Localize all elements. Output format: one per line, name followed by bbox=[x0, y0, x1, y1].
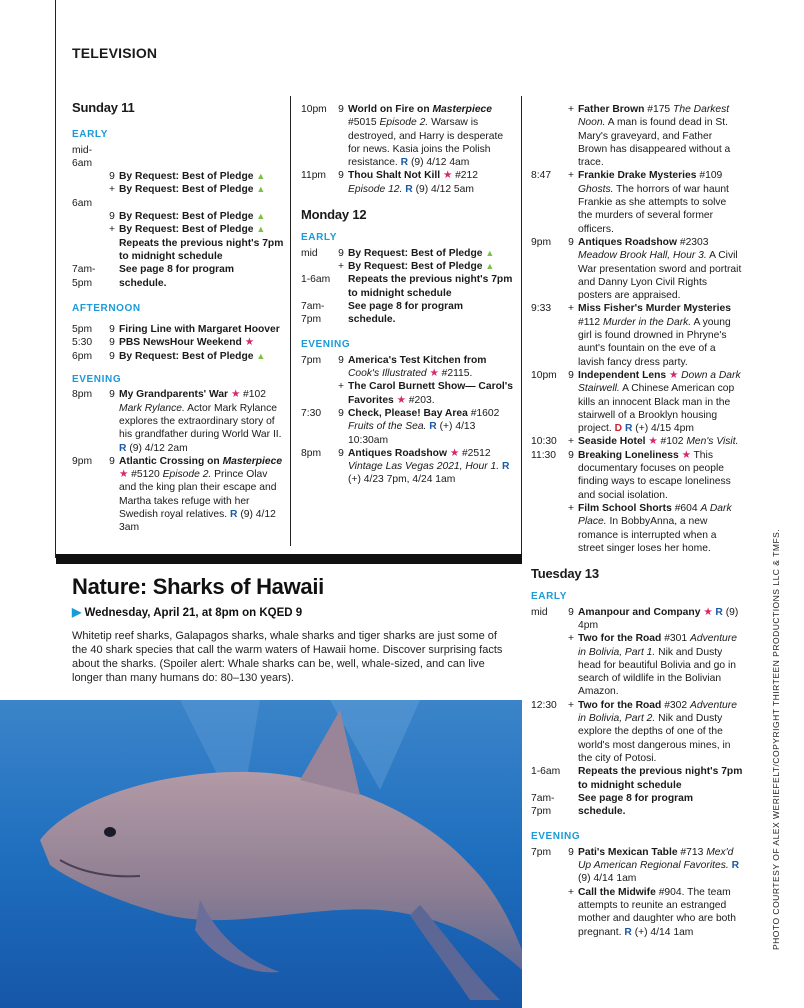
episode-number: #203. bbox=[408, 394, 435, 406]
listing-entry[interactable] bbox=[72, 323, 284, 336]
episode-number: #109 bbox=[699, 170, 723, 182]
listing-channel: + bbox=[567, 633, 574, 645]
left-rule bbox=[55, 0, 56, 558]
episode-description: A Chinese American cop kills an innocent Black man in the stairwell of a Brooklyn housing project. bbox=[578, 383, 735, 435]
listing-entry[interactable] bbox=[531, 502, 743, 555]
listing-details bbox=[578, 846, 743, 886]
listing-title: Repeats the previous night's 7pm to midnight schedule bbox=[578, 766, 743, 791]
episode-number: #1602 bbox=[470, 407, 500, 419]
episode-description: Actor Mark Rylance explores the extraordinary story of his grandfather during World War II. bbox=[119, 402, 282, 441]
section-header: TELEVISION bbox=[72, 45, 158, 61]
listing-channel: + bbox=[567, 170, 574, 182]
episode-description: The horrors of war haunt Frankie as she attempts to solve the murders of several former officers. bbox=[578, 183, 729, 235]
listing-entry[interactable] bbox=[72, 170, 284, 183]
listing-title: Check, Please! Bay Area bbox=[348, 407, 468, 419]
episode-description: This documentary focuses on people finding ways to escape loneliness and social isolation. bbox=[578, 449, 731, 501]
episode-description: The team attempts to reunite an estranged mother and daughter who are both pregnant. bbox=[578, 886, 736, 938]
listing-details bbox=[348, 273, 513, 300]
episode-description: A man is found dead in St. Mary's graveyard, and Father Brown has disappeared without a trace. bbox=[578, 117, 731, 169]
listing-title: See page 8 for program schedule. bbox=[119, 264, 235, 289]
listing-channel: 9 bbox=[109, 324, 115, 336]
listing-details bbox=[578, 632, 743, 698]
play-arrow-icon: ▶ bbox=[72, 605, 82, 619]
listing-title: By Request: Best of Pledge bbox=[348, 247, 483, 259]
listing-details bbox=[578, 169, 743, 235]
episode-title: Vintage Las Vegas 2021, Hour 1. bbox=[348, 461, 500, 473]
episode-title: Down a Dark Stairwell. bbox=[578, 369, 741, 395]
listing-title: World on Fire on bbox=[348, 104, 430, 115]
listing-entry[interactable] bbox=[72, 350, 284, 363]
episode-number: #5120 bbox=[131, 469, 160, 481]
listing-title: Two for the Road bbox=[578, 633, 662, 645]
pledge-triangle-icon: ▲ bbox=[256, 184, 266, 195]
listing-time: 6pm bbox=[72, 350, 93, 362]
listing-entry[interactable] bbox=[531, 699, 743, 765]
listing-entry[interactable] bbox=[531, 103, 743, 169]
listing-details bbox=[578, 699, 743, 765]
listing-channel: + bbox=[567, 104, 574, 115]
repeat-times: (+) 4/15 4pm bbox=[635, 423, 694, 435]
listing-title: Father Brown bbox=[578, 104, 645, 115]
listing-time: 7am-7pm bbox=[531, 792, 555, 818]
repeat-badge: R bbox=[405, 183, 413, 195]
listing-title: See page 8 for program schedule. bbox=[578, 792, 694, 818]
shark-illustration bbox=[0, 700, 522, 1008]
listing-title: America's Test Kitchen from bbox=[348, 354, 487, 366]
listing-time: 11pm bbox=[301, 170, 326, 182]
listing-details bbox=[578, 435, 743, 448]
new-star-icon: ★ bbox=[703, 606, 713, 618]
listing-title: Atlantic Crossing on bbox=[119, 455, 220, 467]
column-divider-1 bbox=[290, 96, 291, 546]
pledge-triangle-icon: ▲ bbox=[485, 247, 495, 258]
repeat-badge: R bbox=[624, 926, 632, 938]
listing-details bbox=[119, 263, 284, 290]
early-heading: EARLY bbox=[72, 129, 108, 141]
listing-entry[interactable] bbox=[531, 449, 743, 502]
listing-details bbox=[119, 170, 284, 183]
repeat-times: (9) 4/14 1am bbox=[578, 873, 637, 885]
listing-title: The Carol Burnett Show— Carol's Favorites bbox=[348, 381, 513, 406]
listing-entry[interactable] bbox=[72, 388, 284, 454]
repeat-badge: R bbox=[715, 606, 723, 618]
day-heading: Monday 12 bbox=[301, 207, 367, 223]
listing-channel: 9 bbox=[338, 447, 344, 459]
listing-entry[interactable] bbox=[301, 247, 513, 260]
evening-heading: EVENING bbox=[301, 339, 351, 351]
listing-details bbox=[578, 103, 743, 169]
listing-channel: 9 bbox=[109, 337, 115, 349]
column-sunday bbox=[72, 101, 284, 535]
listing-details bbox=[348, 247, 513, 260]
listing-details bbox=[578, 765, 743, 792]
listing-time: 7am-7pm bbox=[301, 300, 325, 326]
listing-time: 9pm bbox=[531, 236, 552, 248]
episode-number: #713 bbox=[680, 846, 704, 858]
episode-title: Mark Rylance. bbox=[119, 402, 185, 414]
repeat-times: (+) 4/14 1am bbox=[634, 926, 694, 938]
feature-airing-text: Wednesday, April 21, at 8pm on KQED 9 bbox=[84, 607, 303, 619]
listing-entry[interactable] bbox=[72, 263, 284, 290]
listing-title: My Grandparents' War bbox=[119, 389, 229, 401]
pledge-triangle-icon: ▲ bbox=[256, 350, 266, 361]
listing-details bbox=[348, 447, 513, 487]
listing-channel: + bbox=[108, 184, 115, 196]
listing-channel: 9 bbox=[568, 606, 574, 618]
episode-number: #212 bbox=[455, 170, 478, 182]
listing-title: Antiques Roadshow bbox=[578, 236, 677, 248]
listing-title: Breaking Loneliness bbox=[578, 449, 679, 461]
listing-time: 7am-5pm bbox=[72, 264, 96, 289]
listing-details bbox=[578, 886, 743, 939]
episode-description: Warsaw is destroyed, and Harry is desperate for news. Kasia joins the Polish resistance. bbox=[348, 117, 504, 169]
episode-title: Episode 2. bbox=[162, 469, 212, 481]
new-star-icon: ★ bbox=[681, 449, 691, 461]
episode-number: #175 bbox=[647, 104, 671, 115]
episode-title: Fruits of the Sea. bbox=[348, 421, 427, 433]
repeat-badge: R bbox=[731, 860, 740, 872]
listing-channel: + bbox=[337, 381, 344, 393]
episode-title: Murder in the Dark. bbox=[603, 316, 692, 328]
column-monday bbox=[301, 103, 513, 487]
listing-title: By Request: Best of Pledge bbox=[119, 184, 254, 196]
listing-title: Amanpour and Company bbox=[578, 606, 701, 618]
early-heading: EARLY bbox=[301, 232, 337, 244]
listing-entry[interactable] bbox=[531, 765, 743, 792]
listing-details bbox=[348, 354, 513, 381]
listing-title: Independent Lens bbox=[578, 369, 667, 381]
listing-time: 9:33 bbox=[531, 303, 552, 315]
listing-time: 10pm bbox=[301, 104, 327, 115]
listing-entry[interactable] bbox=[301, 447, 513, 487]
listing-channel: + bbox=[567, 303, 574, 315]
listing-time: 8pm bbox=[301, 447, 322, 459]
episode-description: In BobbyAnna, a new romance is interrupted when a street singer loses her home. bbox=[578, 516, 717, 554]
repeat-times: (9) 4/12 3am bbox=[119, 509, 276, 534]
listing-title: Frankie Drake Mysteries bbox=[578, 170, 697, 182]
day-heading: Sunday 11 bbox=[72, 100, 135, 115]
listing-details bbox=[578, 502, 743, 555]
listing-time: 10pm bbox=[531, 369, 557, 381]
listing-title-italic: Masterpiece bbox=[222, 455, 283, 467]
listing-channel: + bbox=[567, 436, 574, 448]
listing-channel: 9 bbox=[338, 247, 344, 259]
listing-title: Two for the Road bbox=[578, 699, 662, 711]
listing-time: 1-6am bbox=[301, 274, 331, 286]
listing-title: By Request: Best of Pledge bbox=[119, 171, 254, 183]
listing-channel: 9 bbox=[338, 354, 344, 366]
listing-time: 1-6am bbox=[531, 766, 561, 778]
episode-title: Adventure in Bolivia, Part 1. bbox=[578, 633, 737, 658]
pledge-triangle-icon: ▲ bbox=[256, 211, 266, 222]
listing-title: Repeats the previous night's 7pm to midnight schedule bbox=[119, 237, 284, 262]
listing-title: Antiques Roadshow bbox=[348, 447, 447, 459]
listing-time: mid-6am bbox=[72, 144, 93, 169]
episode-description: Nik and Dusty head for beautiful Bolivia and go in search of wildlife in the Bolivian Amazon. bbox=[578, 646, 736, 698]
episode-number: #2303 bbox=[679, 236, 709, 248]
listing-details bbox=[119, 388, 284, 454]
feature-title: Nature: Sharks of Hawaii bbox=[72, 574, 324, 599]
listing-channel: + bbox=[108, 224, 115, 236]
listing-title-italic: Masterpiece bbox=[432, 104, 493, 115]
dvs-badge: D bbox=[614, 423, 623, 435]
listing-channel: 9 bbox=[338, 407, 344, 419]
episode-title: Episode 2. bbox=[379, 117, 429, 129]
listing-details bbox=[119, 323, 284, 336]
listing-title: By Request: Best of Pledge bbox=[119, 350, 254, 362]
listing-channel: 9 bbox=[109, 211, 115, 223]
listing-entry[interactable] bbox=[72, 237, 284, 264]
feature-top-bar bbox=[56, 554, 522, 564]
listing-entry[interactable] bbox=[301, 103, 513, 169]
photo-credit: PHOTO COURTESY OF ALEX WERIEFELT/COPYRIGHT THIRTEEN PRODUCTIONS LLC & TMFS. bbox=[771, 528, 781, 950]
new-star-icon: ★ bbox=[442, 170, 453, 182]
listing-channel: + bbox=[567, 502, 574, 514]
listing-channel: 9 bbox=[109, 389, 115, 401]
episode-number: #904. bbox=[658, 886, 685, 898]
evening-heading: EVENING bbox=[531, 831, 581, 843]
listing-entry[interactable] bbox=[531, 632, 743, 698]
listing-entry[interactable] bbox=[301, 260, 513, 273]
new-star-icon: ★ bbox=[668, 369, 679, 381]
listing-details bbox=[348, 380, 513, 407]
listing-time: mid bbox=[531, 606, 548, 618]
repeat-badge: R bbox=[400, 157, 409, 169]
shark-photo bbox=[0, 700, 522, 1008]
repeat-times: (9) 4pm bbox=[578, 606, 739, 631]
listing-channel: + bbox=[337, 260, 344, 272]
listing-channel: + bbox=[567, 699, 574, 711]
pledge-triangle-icon: ▲ bbox=[485, 260, 495, 271]
listing-entry[interactable] bbox=[301, 407, 513, 447]
listing-entry[interactable] bbox=[72, 455, 284, 535]
episode-description: Nik and Dusty explore the depths of one of the world's most dangerous mines, in the city of Potosi. bbox=[578, 713, 731, 764]
repeat-times: (+) 4/13 10:30am bbox=[348, 421, 476, 446]
listing-details bbox=[348, 300, 513, 327]
new-star-icon: ★ bbox=[230, 389, 241, 401]
listing-title: See page 8 for program schedule. bbox=[348, 300, 464, 326]
episode-title: Mex'd Up American Regional Favorites. bbox=[578, 846, 734, 872]
listing-title: By Request: Best of Pledge bbox=[348, 260, 483, 272]
episode-title: Meadow Brook Hall, Hour 3. bbox=[578, 250, 707, 262]
listing-channel: 9 bbox=[338, 170, 344, 182]
listing-details bbox=[578, 449, 743, 502]
listing-time: 9pm bbox=[72, 455, 93, 467]
episode-title: Men's Visit. bbox=[686, 436, 739, 448]
listing-details bbox=[119, 336, 284, 349]
pledge-triangle-icon: ▲ bbox=[256, 224, 266, 235]
listing-title-italic: Cook's Illustrated bbox=[348, 368, 427, 380]
listing-details bbox=[119, 223, 284, 236]
listing-time: mid bbox=[301, 247, 318, 259]
listing-entry[interactable] bbox=[301, 273, 513, 300]
listing-details bbox=[119, 210, 284, 223]
new-star-icon: ★ bbox=[244, 337, 254, 349]
listing-title: Miss Fisher's Murder Mysteries bbox=[578, 303, 731, 315]
listing-channel: 9 bbox=[568, 846, 574, 858]
repeat-badge: R bbox=[502, 461, 510, 473]
episode-title: Adventure in Bolivia, Part 2. bbox=[578, 699, 737, 725]
listing-entry[interactable] bbox=[72, 336, 284, 349]
listing-entry[interactable] bbox=[531, 886, 743, 939]
episode-number: #102 bbox=[660, 436, 684, 448]
listing-channel: 9 bbox=[109, 171, 115, 183]
listing-entry[interactable] bbox=[531, 606, 743, 633]
listing-channel: 9 bbox=[568, 236, 574, 248]
episode-number: #604 bbox=[674, 502, 698, 514]
episode-description: A Civil War presentation sword and portrait and Danny Lyon Civil Rights posters are appraised. bbox=[578, 250, 742, 302]
listing-channel: 9 bbox=[568, 369, 574, 381]
episode-description: Prince Olav and the king plan their escape and Martha takes refuge with her Swedish royal relatives. bbox=[119, 469, 277, 521]
listing-title: By Request: Best of Pledge bbox=[119, 224, 254, 236]
listing-title: Seaside Hotel bbox=[578, 436, 646, 448]
listing-entry[interactable] bbox=[301, 354, 513, 381]
listing-entry[interactable] bbox=[531, 302, 743, 368]
episode-number: #301 bbox=[664, 633, 688, 645]
episode-number: #302 bbox=[664, 699, 688, 711]
new-star-icon: ★ bbox=[449, 447, 460, 459]
listing-time: 10:30 bbox=[531, 436, 557, 448]
repeat-badge: R bbox=[230, 509, 238, 521]
listing-title: Film School Shorts bbox=[578, 502, 672, 514]
listing-title: Pati's Mexican Table bbox=[578, 846, 678, 858]
repeat-badge: R bbox=[429, 421, 437, 433]
listing-time: 6am bbox=[72, 197, 93, 209]
listing-entry[interactable] bbox=[531, 169, 743, 235]
new-star-icon: ★ bbox=[119, 469, 129, 481]
listing-entry[interactable] bbox=[301, 169, 513, 196]
listing-channel: 9 bbox=[109, 455, 115, 467]
repeat-badge: R bbox=[119, 442, 127, 454]
listing-channel: + bbox=[567, 886, 574, 898]
new-star-icon: ★ bbox=[648, 436, 658, 448]
listing-title: Thou Shalt Not Kill bbox=[348, 170, 441, 182]
episode-number: #112 bbox=[578, 316, 601, 328]
episode-number: #2115. bbox=[441, 368, 473, 380]
listing-title: By Request: Best of Pledge bbox=[119, 211, 254, 223]
episode-description: A young girl is found drowned in Phryne's aunt's fountain on the eve of a lavish fancy dress party. bbox=[578, 316, 731, 368]
listing-time: 5pm bbox=[72, 324, 93, 336]
listing-entry[interactable] bbox=[72, 210, 284, 223]
listing-details bbox=[578, 369, 743, 435]
listing-entry[interactable] bbox=[72, 197, 284, 210]
repeat-times: (9) 4/12 5am bbox=[415, 183, 474, 195]
listing-entry[interactable] bbox=[531, 846, 743, 886]
listing-entry[interactable] bbox=[531, 792, 743, 819]
listing-time: 12:30 bbox=[531, 699, 557, 711]
new-star-icon: ★ bbox=[396, 394, 406, 406]
listing-details bbox=[348, 407, 513, 447]
episode-number: #5015 bbox=[348, 117, 377, 129]
listing-details bbox=[578, 792, 743, 819]
repeat-badge: R bbox=[624, 423, 633, 435]
afternoon-heading: AFTERNOON bbox=[72, 302, 141, 314]
listing-details bbox=[578, 236, 743, 302]
listing-details bbox=[348, 103, 513, 169]
listing-time: 7:30 bbox=[301, 407, 322, 419]
listing-entry[interactable] bbox=[72, 144, 284, 171]
listing-entry[interactable] bbox=[301, 300, 513, 327]
listing-time: 11:30 bbox=[531, 449, 557, 461]
episode-number: #102 bbox=[243, 389, 266, 401]
new-star-icon: ★ bbox=[429, 368, 439, 380]
listing-entry[interactable] bbox=[531, 236, 743, 302]
pledge-triangle-icon: ▲ bbox=[256, 171, 266, 182]
listing-channel: 9 bbox=[568, 449, 574, 461]
listing-details bbox=[119, 455, 284, 535]
listing-time: 7pm bbox=[301, 354, 322, 366]
listing-title: Call the Midwife bbox=[578, 886, 656, 898]
column-monday-tuesday bbox=[531, 103, 743, 939]
listing-channel: 9 bbox=[338, 104, 344, 115]
episode-title: Ghosts. bbox=[578, 183, 614, 195]
listing-entry[interactable] bbox=[531, 435, 743, 448]
listing-title: Repeats the previous night's 7pm to midnight schedule bbox=[348, 274, 513, 299]
listing-details bbox=[119, 237, 284, 264]
early-heading: EARLY bbox=[531, 591, 567, 603]
feature-description: Whitetip reef sharks, Galapagos sharks, whale sharks and tiger sharks are just some of the 40 shark species that call the warm waters of Hawaii home. Discover surprising facts about the sharks. (Spoiler alert: Whale sharks can be, well, whale-sized, and can live longer than many humans do: 80–130 years). bbox=[72, 630, 503, 684]
listing-details bbox=[348, 169, 513, 196]
episode-title: A Dark Place. bbox=[578, 502, 732, 528]
listing-details bbox=[119, 350, 284, 363]
listing-time: 8pm bbox=[72, 389, 93, 401]
listing-entry[interactable] bbox=[531, 369, 743, 435]
repeat-times: (+) 4/23 7pm, 4/24 1am bbox=[348, 474, 456, 486]
listing-title: PBS NewsHour Weekend bbox=[119, 337, 242, 349]
repeat-times: (9) 4/12 4am bbox=[410, 157, 470, 169]
listing-time: 7pm bbox=[531, 846, 552, 858]
episode-title: The Darkest Noon. bbox=[578, 104, 730, 129]
listing-title: Firing Line with Margaret Hoover bbox=[119, 324, 280, 336]
listing-details bbox=[348, 260, 513, 273]
listing-channel: 9 bbox=[109, 350, 115, 362]
listing-time: 8:47 bbox=[531, 170, 552, 182]
episode-number: #2512 bbox=[461, 447, 491, 459]
listing-entry[interactable] bbox=[72, 183, 284, 196]
listing-details bbox=[578, 606, 743, 633]
listing-time: 5:30 bbox=[72, 337, 93, 349]
listing-entry[interactable] bbox=[301, 380, 513, 407]
repeat-times: (9) 4/12 2am bbox=[129, 442, 188, 454]
listing-entry[interactable] bbox=[72, 223, 284, 236]
day-heading: Tuesday 13 bbox=[531, 566, 599, 582]
evening-heading: EVENING bbox=[72, 374, 122, 386]
episode-title: Episode 12. bbox=[348, 183, 403, 195]
listing-details bbox=[578, 302, 743, 368]
listing-details bbox=[119, 183, 284, 196]
feature-airing bbox=[72, 606, 302, 620]
